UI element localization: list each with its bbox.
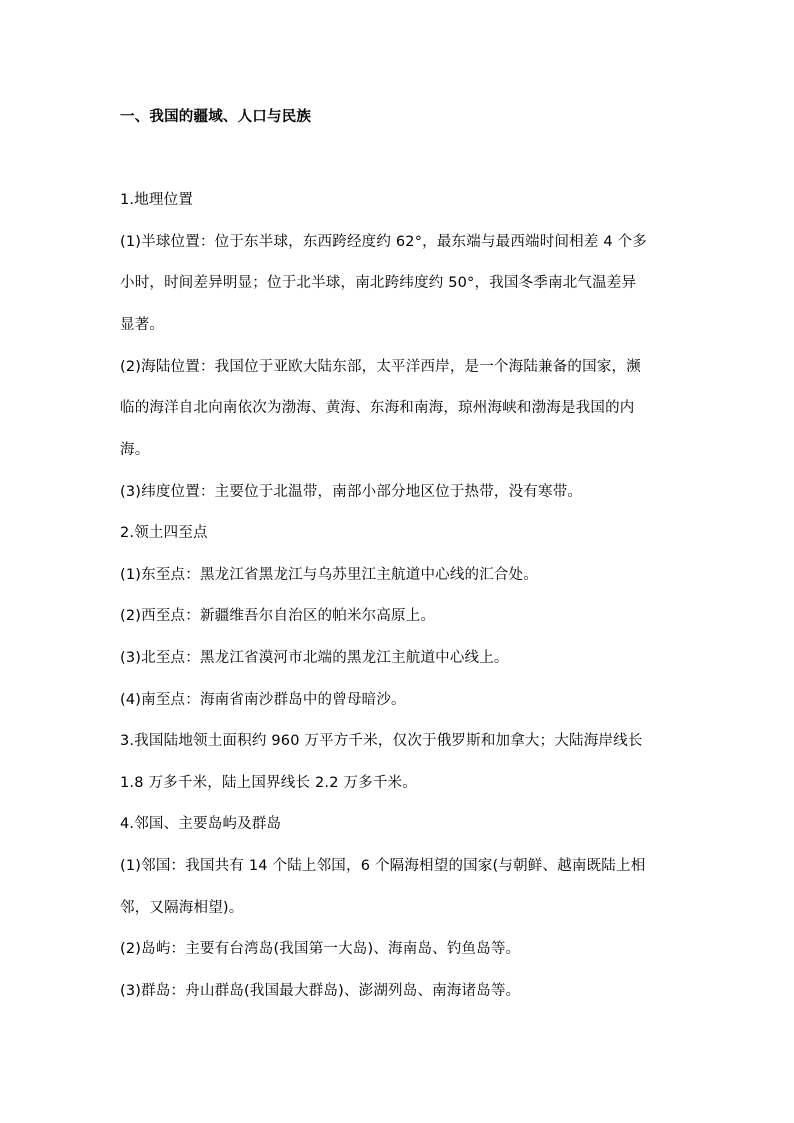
- paragraph-line: (2)海陆位置：我国位于亚欧大陆东部，太平洋西岸，是一个海陆兼备的国家，濒: [120, 359, 641, 375]
- paragraph-line: (3)群岛：舟山群岛(我国最大群岛)、澎湖列岛、南海诸岛等。: [120, 983, 521, 999]
- paragraph-line: (1)邻国：我国共有 14 个陆上邻国，6 个隔海相望的国家(与朝鲜、越南既陆上相: [120, 858, 646, 874]
- section-title: 一、我国的疆域、人口与民族: [120, 109, 312, 125]
- paragraph-line: 小时，时间差异明显；位于北半球，南北跨纬度约 50°，我国冬季南北气温差异: [120, 275, 637, 291]
- paragraph-line: 1.8 万多千米，陆上国界线长 2.2 万多千米。: [120, 775, 417, 791]
- paragraph-line: 邻，又隔海相望)。: [120, 900, 244, 916]
- paragraph-line: (4)南至点：海南省南沙群岛中的曾母暗沙。: [120, 692, 406, 708]
- paragraph-line: (1)东至点：黑龙江省黑龙江与乌苏里江主航道中心线的汇合处。: [120, 567, 539, 583]
- paragraph-line: (3)纬度位置：主要位于北温带，南部小部分地区位于热带，没有寒带。: [120, 484, 583, 500]
- paragraph-line: 海。: [120, 442, 150, 458]
- paragraph-line: (2)岛屿：主要有台湾岛(我国第一大岛)、海南岛、钓鱼岛等。: [120, 941, 521, 957]
- subsection-heading: 4.邻国、主要岛屿及群岛: [120, 816, 282, 832]
- paragraph-line: (3)北至点：黑龙江省漠河市北端的黑龙江主航道中心线上。: [120, 650, 509, 666]
- paragraph-line: 临的海洋自北向南依次为渤海、黄海、东海和南海，琼州海峡和渤海是我国的内: [120, 400, 635, 416]
- paragraph-line: (2)西至点：新疆维吾尔自治区的帕米尔高原上。: [120, 608, 436, 624]
- paragraph-line: 3.我国陆地领土面积约 960 万平方千米，仅次于俄罗斯和加拿大；大陆海岸线长: [120, 733, 643, 749]
- subsection-heading: 1.地理位置: [120, 192, 194, 208]
- paragraph-line: (1)半球位置：位于东半球，东西跨经度约 62°，最东端与最西端时间相差 4 个多: [120, 234, 647, 250]
- paragraph-line: 显著。: [120, 317, 165, 333]
- subsection-heading: 2.领土四至点: [120, 525, 208, 541]
